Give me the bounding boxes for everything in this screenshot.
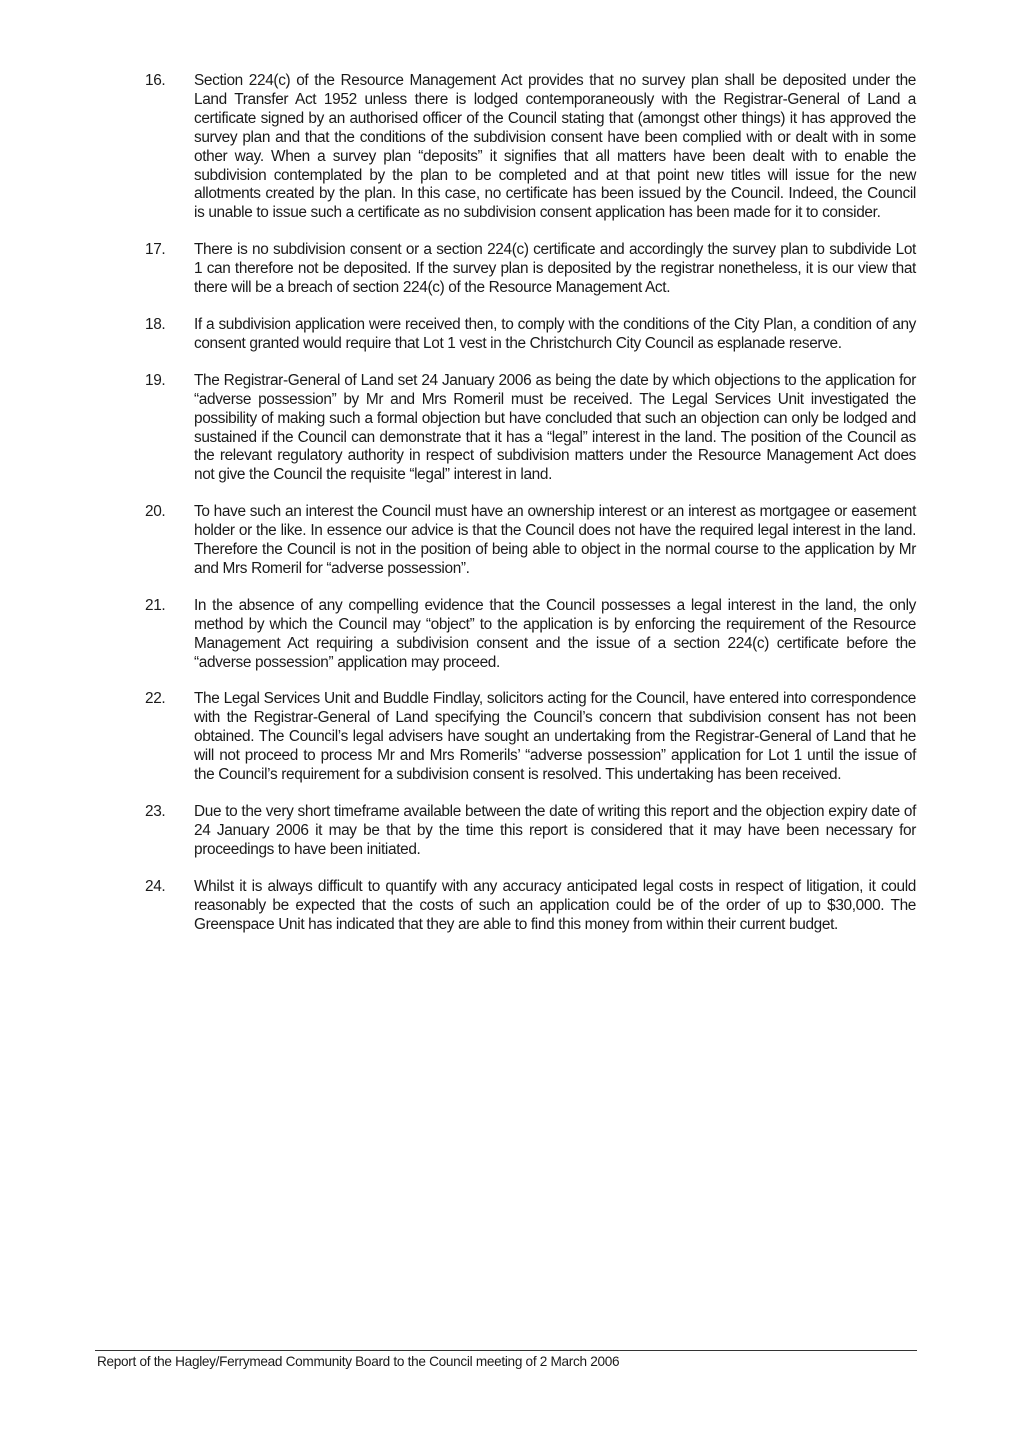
paragraph-24 (145, 878, 916, 935)
paragraph-20 (145, 503, 916, 579)
paragraph-22 (145, 690, 916, 785)
paragraph-text: In the absence of any compelling evidence that the Council possesses a legal interest in the land, the only method by which the Council may “object” to the application is by enforcing the requirement of the Resource Management Act requiring a subdivision consent and the issue of a section 224(c) certificate before the “adverse possession” application may proceed. (194, 596, 916, 671)
paragraph-18 (145, 316, 916, 354)
paragraph-text: If a subdivision application were received then, to comply with the conditions of the City Plan, a condition of any consent granted would require that Lot 1 vest in the Christchurch City Council as esplanade reserve. (194, 315, 916, 352)
paragraph-text: The Legal Services Unit and Buddle Findlay, solicitors acting for the Council, have entered into correspondence with the Registrar-General of Land specifying the Council’s concern that subdivision consent has not been obtained. The Council’s legal advisers have sought an undertaking from the Registrar-General of Land that he will not proceed to process Mr and Mrs Romerils’ “adverse possession” application for Lot 1 until the issue of the Council’s requirement for a subdivision consent is resolved. This undertaking has been received. (194, 690, 916, 784)
paragraph-21 (145, 597, 916, 673)
paragraph-number: 24. (145, 877, 166, 895)
paragraph-16 (145, 72, 916, 223)
paragraph-number: 23. (145, 803, 166, 820)
paragraph-text: Whilst it is always difficult to quantify with any accuracy anticipated legal costs in respect of litigation, it could reasonably be expected that the costs of such an application could be of the order of up to $30,000. The Greenspace Unit has indicated that they are able to find this money from within their current budget. (194, 877, 916, 933)
paragraph-number: 17. (145, 241, 166, 259)
paragraph-text: The Registrar-General of Land set 24 January 2006 as being the date by which objections to the application for “adverse possession” by Mr and Mrs Romeril must be received. The Legal Services Unit investigated the possibility of making such a formal objection but have concluded that such an objection can only be lodged and sustained if the Council can demonstrate that it has a “legal” interest in the land. The position of the Council as the relevant regulatory authority in respect of subdivision matters under the Resource Management Act does not give the Council the requisite “legal” interest in land. (194, 371, 916, 484)
paragraph-text: Section 224(c) of the Resource Management Act provides that no survey plan shall be deposited under the Land Transfer Act 1952 unless there is lodged contemporaneously with the Registrar-General of Land a certificate signed by an authorised officer of the Council stating that (amongst other things) it has approved the survey plan and that the conditions of the subdivision consent have been complied with or dealt with in some other way. When a survey plan “deposits” it signifies that all matters have been dealt with to enable the subdivision contemplated by the plan to be completed and at that point new titles will issue for the new allotments created by the plan. In this case, no certificate has been issued by the Council. Indeed, the Council is unable to issue such a certificate as no subdivision consent application has been made for it to consider. (194, 72, 916, 222)
paragraph-text: To have such an interest the Council must have an ownership interest or an interest as mortgagee or easement holder or the like. In essence our advice is that the Council does not have the required legal interest in the land. Therefore the Council is not in the position of being able to object in the normal course to the application by Mr and Mrs Romeril for “adverse possession”. (194, 503, 916, 577)
paragraph-number: 20. (145, 503, 166, 521)
paragraph-text: Due to the very short timeframe available between the date of writing this report and the objection expiry date of 24 January 2006 it may be that by the time this report is considered that it may have been necessary for proceedings to have been initiated. (194, 803, 916, 858)
paragraph-number: 18. (145, 315, 166, 333)
footer-divider (95, 1350, 917, 1351)
page-footer: Report of the Hagley/Ferrymead Community Board to the Council meeting of 2 March 2006 (97, 1354, 620, 1369)
paragraph-19 (145, 372, 916, 485)
numbered-paragraph-list (145, 72, 916, 952)
paragraph-number: 22. (145, 690, 166, 708)
paragraph-number: 19. (145, 371, 166, 389)
paragraph-number: 16. (145, 72, 166, 89)
paragraph-23 (145, 803, 916, 860)
paragraph-17 (145, 241, 916, 298)
paragraph-number: 21. (145, 596, 166, 614)
paragraph-text: There is no subdivision consent or a section 224(c) certificate and accordingly the survey plan to subdivide Lot 1 can therefore not be deposited. If the survey plan is deposited by the registrar nonetheless, it is our view that there will be a breach of section 224(c) of the Resource Management Act. (194, 241, 916, 297)
